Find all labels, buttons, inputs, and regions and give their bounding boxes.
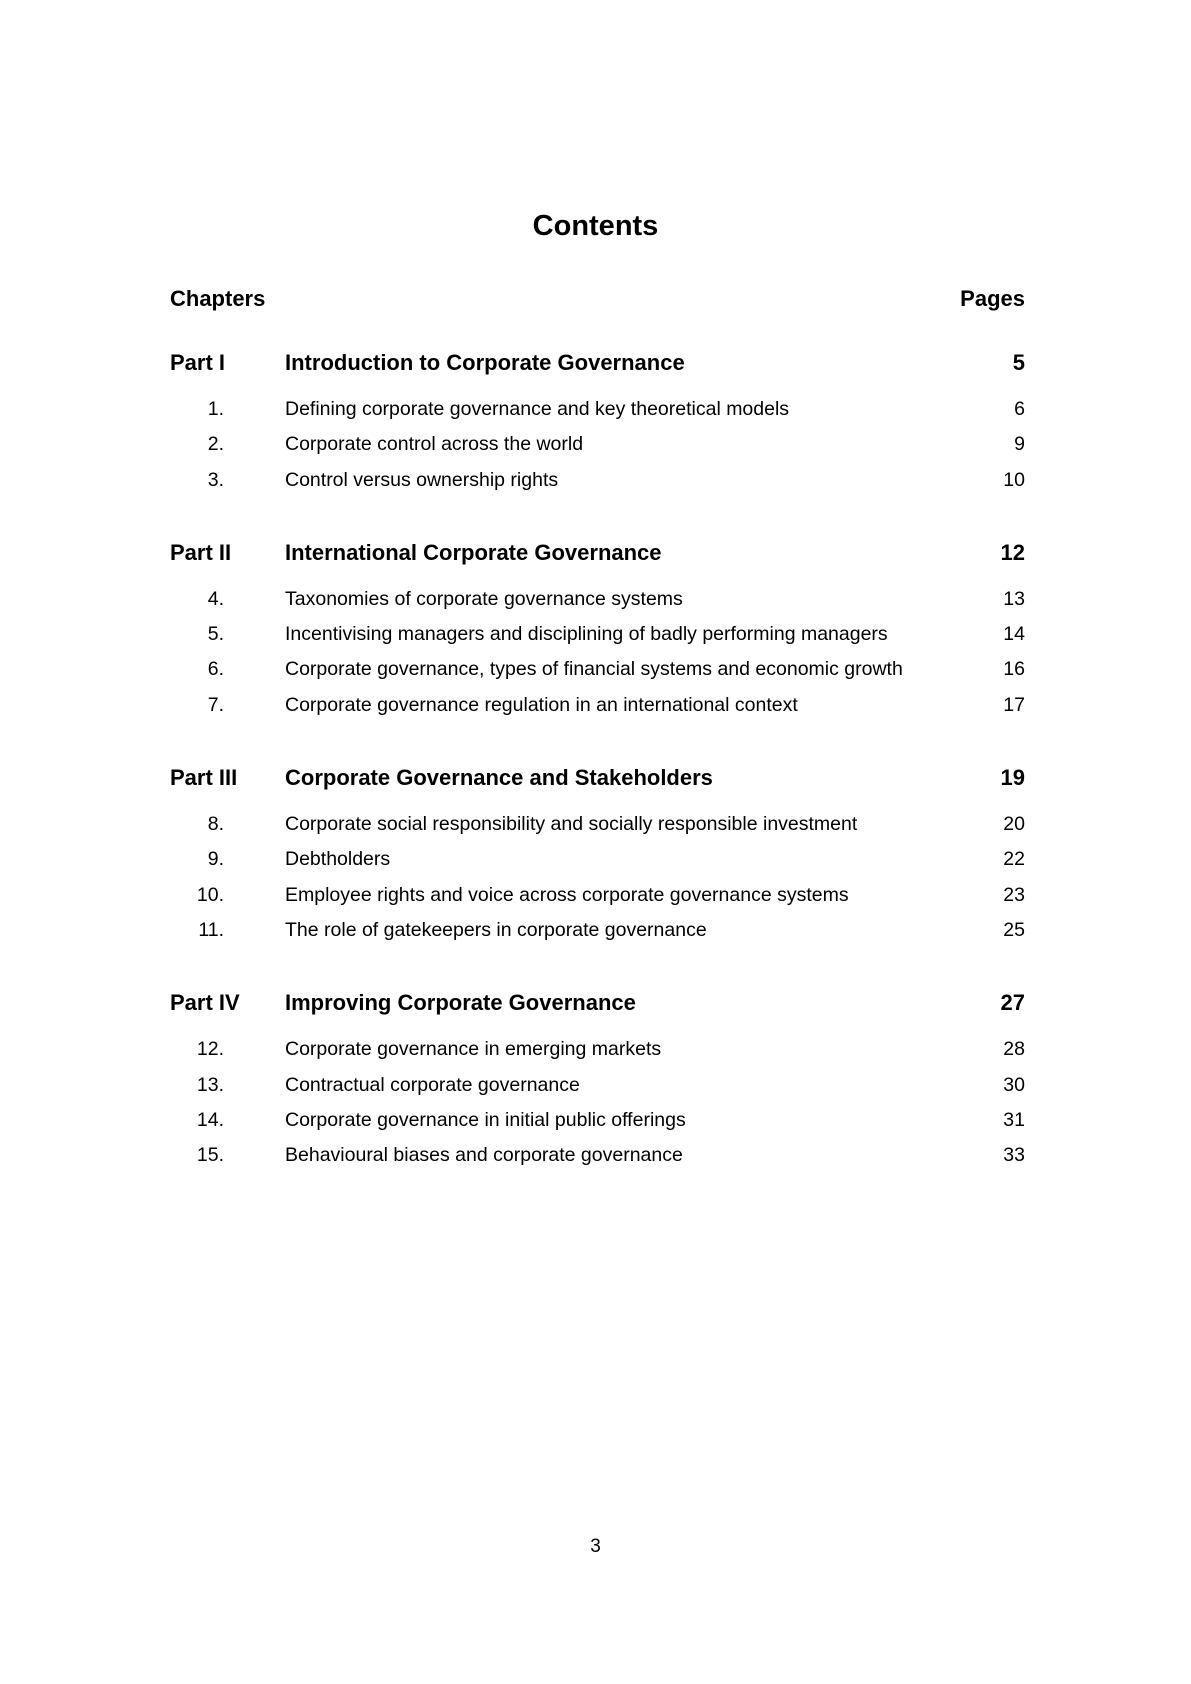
chapter-row[interactable]	[170, 1038, 1025, 1073]
chapter-page-number: 20	[1003, 813, 1025, 836]
chapter-page-number: 17	[1003, 693, 1025, 716]
chapter-title: Corporate governance regulation in an international context	[285, 693, 798, 716]
chapter-page-number: 25	[1003, 918, 1025, 941]
part-heading-row[interactable]	[170, 765, 1025, 799]
chapter-number: 4.	[207, 587, 224, 610]
chapter-list	[170, 813, 1025, 954]
chapter-page-number: 30	[1003, 1073, 1025, 1096]
chapter-row[interactable]	[170, 884, 1025, 919]
chapter-number: 12.	[196, 1038, 224, 1061]
part-title: International Corporate Governance	[285, 539, 662, 565]
chapter-title: Employee rights and voice across corporate governance systems	[285, 883, 849, 906]
chapter-title: Behavioural biases and corporate governance	[285, 1144, 683, 1167]
chapter-title: Corporate social responsibility and socially responsible investment	[285, 813, 858, 836]
chapter-row[interactable]	[170, 1074, 1025, 1109]
chapter-number: 6.	[207, 658, 224, 681]
chapter-title: Taxonomies of corporate governance systems	[285, 587, 683, 610]
chapter-page-number: 23	[1003, 883, 1025, 906]
chapter-title: The role of gatekeepers in corporate governance	[285, 918, 707, 941]
chapter-number: 8.	[207, 813, 224, 836]
chapter-page-number: 28	[1003, 1038, 1025, 1061]
part-title: Corporate Governance and Stakeholders	[285, 765, 713, 791]
chapter-number: 11.	[198, 918, 224, 941]
chapter-number: 1.	[207, 398, 224, 420]
pages-header: Pages	[960, 286, 1025, 311]
chapter-page-number: 22	[1003, 848, 1025, 871]
page-number-footer: 3	[590, 1536, 601, 1557]
chapters-header: Chapters	[170, 286, 266, 311]
toc-part	[170, 765, 1025, 954]
chapter-page-number: 10	[1003, 468, 1025, 491]
part-title: Introduction to Corporate Governance	[285, 350, 685, 375]
part-label: Part II	[170, 539, 232, 565]
part-page-number: 12	[1000, 539, 1025, 565]
chapter-row[interactable]	[170, 1109, 1025, 1144]
chapter-number: 15.	[196, 1144, 224, 1167]
chapter-number: 2.	[207, 433, 224, 456]
chapter-title: Contractual corporate governance	[285, 1073, 580, 1096]
chapter-row[interactable]	[170, 588, 1025, 623]
part-heading-row[interactable]	[170, 350, 1025, 384]
chapter-page-number: 13	[1003, 587, 1025, 610]
chapter-page-number: 9	[1014, 433, 1025, 456]
chapter-row[interactable]	[170, 469, 1025, 504]
chapter-page-number: 6	[1014, 398, 1025, 420]
table-of-contents	[170, 350, 1025, 1215]
chapter-title: Corporate governance in initial public offerings	[285, 1108, 686, 1131]
chapter-number: 13.	[196, 1073, 224, 1096]
toc-part	[170, 990, 1025, 1179]
part-heading-row[interactable]	[170, 540, 1025, 574]
part-heading-row[interactable]	[170, 990, 1025, 1024]
chapter-title: Corporate governance, types of financial systems and economic growth	[285, 658, 903, 681]
chapter-list	[170, 398, 1025, 504]
toc-part	[170, 540, 1025, 729]
chapter-page-number: 16	[1003, 658, 1025, 681]
chapter-number: 3.	[207, 468, 224, 491]
chapter-title: Incentivising managers and disciplining of badly performing managers	[285, 623, 888, 646]
page-title: Contents	[532, 210, 659, 242]
chapter-row[interactable]	[170, 658, 1025, 693]
chapter-number: 14.	[196, 1108, 224, 1131]
toc-part	[170, 350, 1025, 504]
chapter-row[interactable]	[170, 433, 1025, 468]
chapter-row[interactable]	[170, 694, 1025, 729]
part-page-number: 19	[1000, 765, 1025, 791]
part-label: Part III	[170, 765, 238, 791]
part-page-number: 27	[1000, 990, 1025, 1016]
chapter-title: Control versus ownership rights	[285, 468, 559, 491]
chapter-page-number: 14	[1003, 623, 1025, 646]
part-label: Part IV	[170, 990, 240, 1016]
part-label: Part I	[170, 350, 226, 375]
chapter-row[interactable]	[170, 813, 1025, 848]
chapter-row[interactable]	[170, 398, 1025, 433]
chapter-row[interactable]	[170, 848, 1025, 883]
chapter-number: 5.	[207, 623, 224, 646]
chapter-title: Defining corporate governance and key theoretical models	[285, 398, 790, 420]
chapter-title: Debtholders	[285, 848, 391, 871]
chapter-list	[170, 1038, 1025, 1179]
chapter-page-number: 33	[1003, 1144, 1025, 1167]
chapter-number: 9.	[207, 848, 224, 871]
chapter-number: 7.	[207, 693, 224, 716]
part-page-number: 5	[1012, 350, 1025, 375]
chapter-title: Corporate governance in emerging markets	[285, 1038, 662, 1061]
part-title: Improving Corporate Governance	[285, 990, 636, 1016]
chapter-list	[170, 588, 1025, 729]
chapter-number: 10.	[196, 883, 224, 906]
chapter-row[interactable]	[170, 919, 1025, 954]
chapter-row[interactable]	[170, 623, 1025, 658]
chapter-page-number: 31	[1003, 1108, 1025, 1131]
chapter-title: Corporate control across the world	[285, 433, 584, 456]
chapter-row[interactable]	[170, 1144, 1025, 1179]
